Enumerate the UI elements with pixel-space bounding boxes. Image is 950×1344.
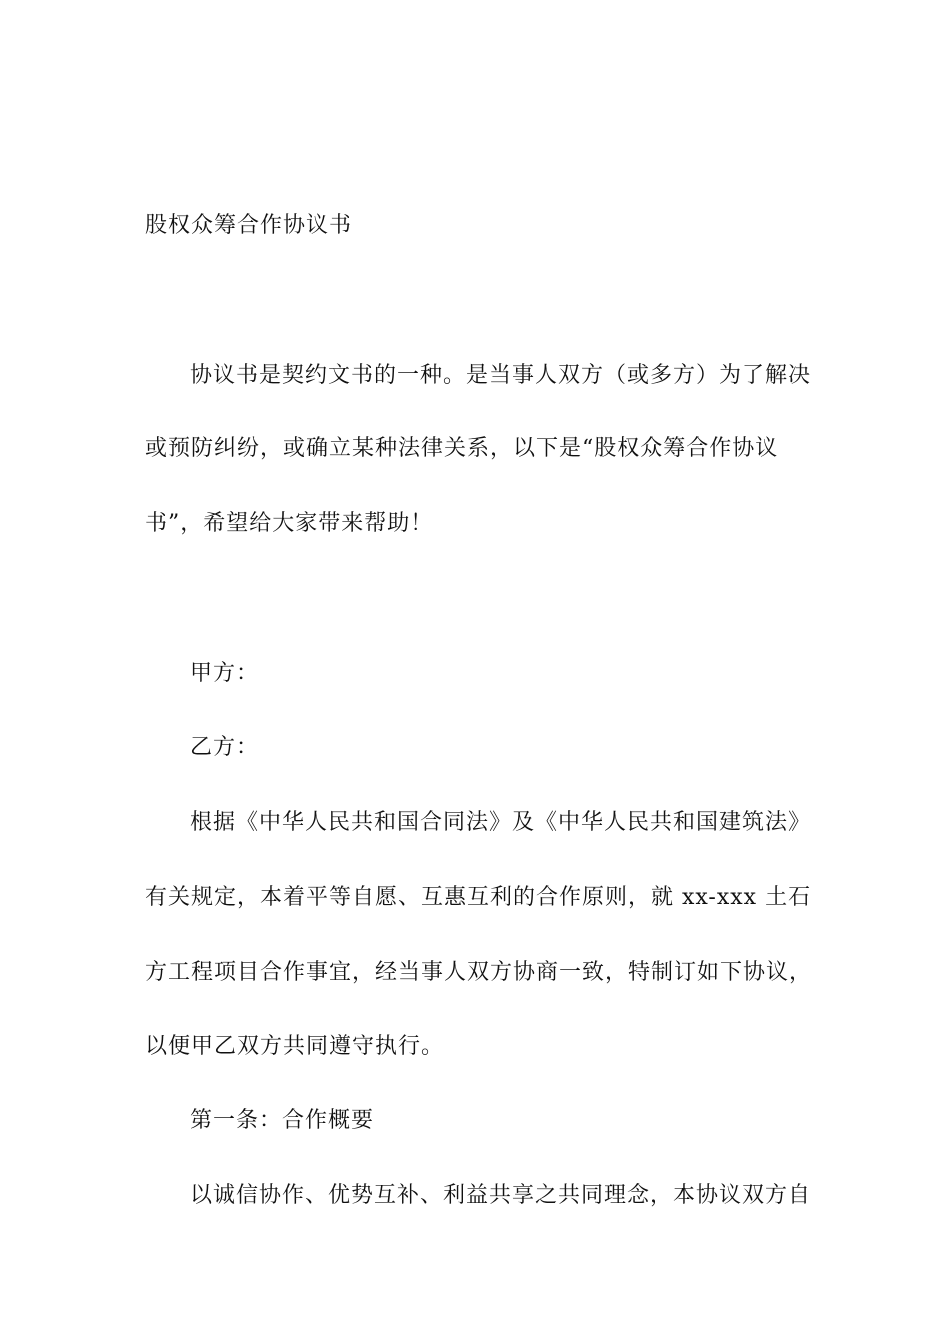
party-b-label: 乙方： xyxy=(190,735,260,760)
basis-line-4: 以便甲乙双方共同遵守执行。 xyxy=(145,1034,445,1059)
article1-body-line-1: 以诚信协作、优势互补、利益共享之共同理念，本协议双方自 xyxy=(190,1183,812,1208)
intro-line-1: 协议书是契约文书的一种。是当事人双方（或多方）为了解决 xyxy=(190,363,812,388)
intro-line-3: 书”，希望给大家带来帮助！ xyxy=(145,511,434,536)
document-title: 股权众筹合作协议书 xyxy=(145,213,353,238)
basis-line-2: 有关规定，本着平等自愿、互惠互利的合作原则，就 xx-xxx 土石 xyxy=(145,885,812,910)
intro-line-2: 或预防纠纷，或确立某种法律关系，以下是“股权众筹合作协议 xyxy=(145,436,779,461)
basis-line-1: 根据《中华人民共和国合同法》及《中华人民共和国建筑法》 xyxy=(190,810,812,835)
party-a-label: 甲方： xyxy=(190,661,260,686)
article1-heading: 第一条：合作概要 xyxy=(190,1108,375,1133)
basis-line-3: 方工程项目合作事宜，经当事人双方协商一致，特制订如下协议， xyxy=(145,960,813,985)
